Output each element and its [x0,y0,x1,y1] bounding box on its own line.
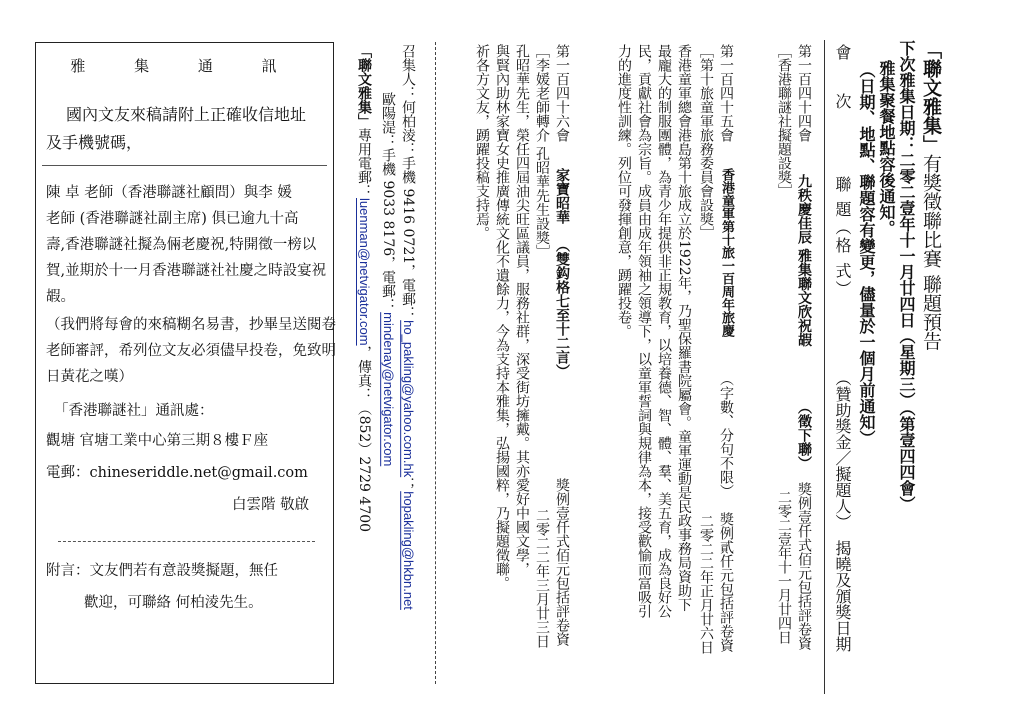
session-format: （雙鈎格七至十二言） [554,238,570,378]
divider [824,40,825,694]
box-line: 陳 卓 老師（香港聯謎社顧問）與李 媛 [46,185,292,201]
box-line: 電郵：chineseriddle.net@gmail.com [46,465,308,481]
session-topic: 香港童軍第十旅一百周年旅慶 [719,168,734,337]
col-sponsor: （贊助獎金／擬題人） [833,370,852,530]
page-title: 「聯文雅集」有獎徵聯比賽 聯題預告 [920,40,942,351]
session-date: 二零二二年正月廿六日 [698,514,714,654]
session-sponsor: ［第十旅童軍旅務委員會設獎］ [698,44,714,240]
session-sponsor: ［香港聯謎社擬題設獎］ [776,44,792,198]
session-format: （字數、分句不限） [718,372,734,498]
box-line: 日黃花之嘆） [46,369,133,385]
session-sponsor: ［李媛老師轉介 孔昭華先生設獎］ [534,44,550,259]
venue: 雅集聚餐地點容後通知。 [877,60,896,236]
email-link[interactable]: ho_pakling@yahoo.com.hk [401,320,416,478]
signature: 白雲階 敬啟 [232,497,310,513]
col-topic: 聯 題（格 式） [833,176,852,299]
box-line: 及手機號碼， [46,133,143,152]
box-line: 歡迎，可聯絡 何柏淩先生。 [84,595,263,611]
email-link[interactable]: hopakling@hkbn.net [401,491,416,610]
convener-line: 歐陽湜：手機 9033 8176，電郵：mindenay@netvigator.com [380,92,396,467]
convener-line: 召集人：何柏淩：手機 9416 0721，電郵：ho_pakling@yahoo.com.hk；hopakling@hkbn.net [400,44,416,610]
box-line: 附言：文友們若有意設獎擬題，無任 [46,563,278,579]
box-line: （我們將每會的來稿糊名易書，抄畢呈送閱卷 [46,317,336,333]
notice-box [35,42,334,684]
desc-line: 力的進度性訓練。列位可發揮創意，踴躍投卷。 [616,44,632,338]
box-line: 賀,並期於十一月香港聯謎社社慶之時設宴祝 [46,263,327,279]
session-topic: 家寶昭華 [554,168,570,224]
session-topic: 九秩慶佳辰 雅集聯文欣祝嘏 [796,174,812,347]
notice: （日期、地點、聯題容有變更，儘量於一個月前通知） [857,62,876,446]
session-prize: 獎例壹仟式佰元包括評卷資 [796,482,812,650]
desc-line: 最龐大的制服團體，為青少年提供非正規教育，以培養德、智、體、羣、美五育，成為良好公 [656,44,672,618]
session-date: 二零二二年三月廿三日 [534,508,550,648]
box-line: 國內文友來稿請附上正確收信地址 [66,105,307,124]
desc-line: 祈各方文友，踴躍投稿支持焉。 [474,44,490,240]
convener-line: 「聯文雅集」專用電郵：luenman@netvigator.com，傳真：（852）2729 4700 [356,44,372,533]
next-date: 下次雅集日期：二零二壹年十一月廿四日（星期三）（第壹四四會） [897,40,916,512]
desc-line: 孔昭華先生，榮任四屆油尖旺區議員，服務社群，深受街坊擁戴。其亦愛好中國文學， [514,44,530,576]
session-prize: 獎例壹仟式佰元包括評卷資 [554,478,570,646]
desc-line: 與賢內助林家寶女史推廣傳統文化不遺餘力，今為支持本雅集，弘揚國粹，乃擬題徵聯。 [494,44,510,590]
email-link[interactable]: luenman@netvigator.com [357,198,372,346]
box-line: 觀塘 官塘工業中心第三期８樓Ｆ座 [46,433,269,449]
box-line: 老師審評，希列位文友必須儘早投卷，免致明 [46,343,336,359]
box-line: 壽,香港聯謎社擬為倆老慶祝,特開徵一榜以 [46,237,317,253]
box-line: 老師 (香港聯謎社副主席) 俱已逾九十高 [46,211,299,227]
col-session: 會 次 [833,44,852,124]
divider [58,541,315,542]
box-line: 「香港聯謎社」通訊處： [54,403,214,419]
divider [42,165,327,166]
session-name: 第一百四十四會 [796,44,812,142]
session-date: 二零二壹年十一月廿四日 [776,490,792,644]
box-title: 雅 集 通 訊 [70,57,299,75]
session-prize: 獎例貳仟元包括評卷資 [718,512,734,652]
email-link[interactable]: mindenay@netvigator.com [381,312,396,467]
session-name: 第一百四十五會 [718,44,734,142]
box-line: 嘏。 [46,289,75,305]
divider [435,42,436,684]
desc-line: 香港童軍總會港島第十旅成立於1922年，乃聖保羅書院屬會。童軍運動是民政事務局資助下 [676,44,692,612]
desc-line: 民，貢獻社會為宗旨。成員由成年領袖之領導下，以童軍誓詞與規律為本，接受歡愉而富吸引 [636,44,652,618]
session-format: （徵下聯） [796,400,812,470]
session-name: 第一百四十六會 [554,44,570,142]
col-date: 揭曉及頒獎日期 [833,540,852,652]
